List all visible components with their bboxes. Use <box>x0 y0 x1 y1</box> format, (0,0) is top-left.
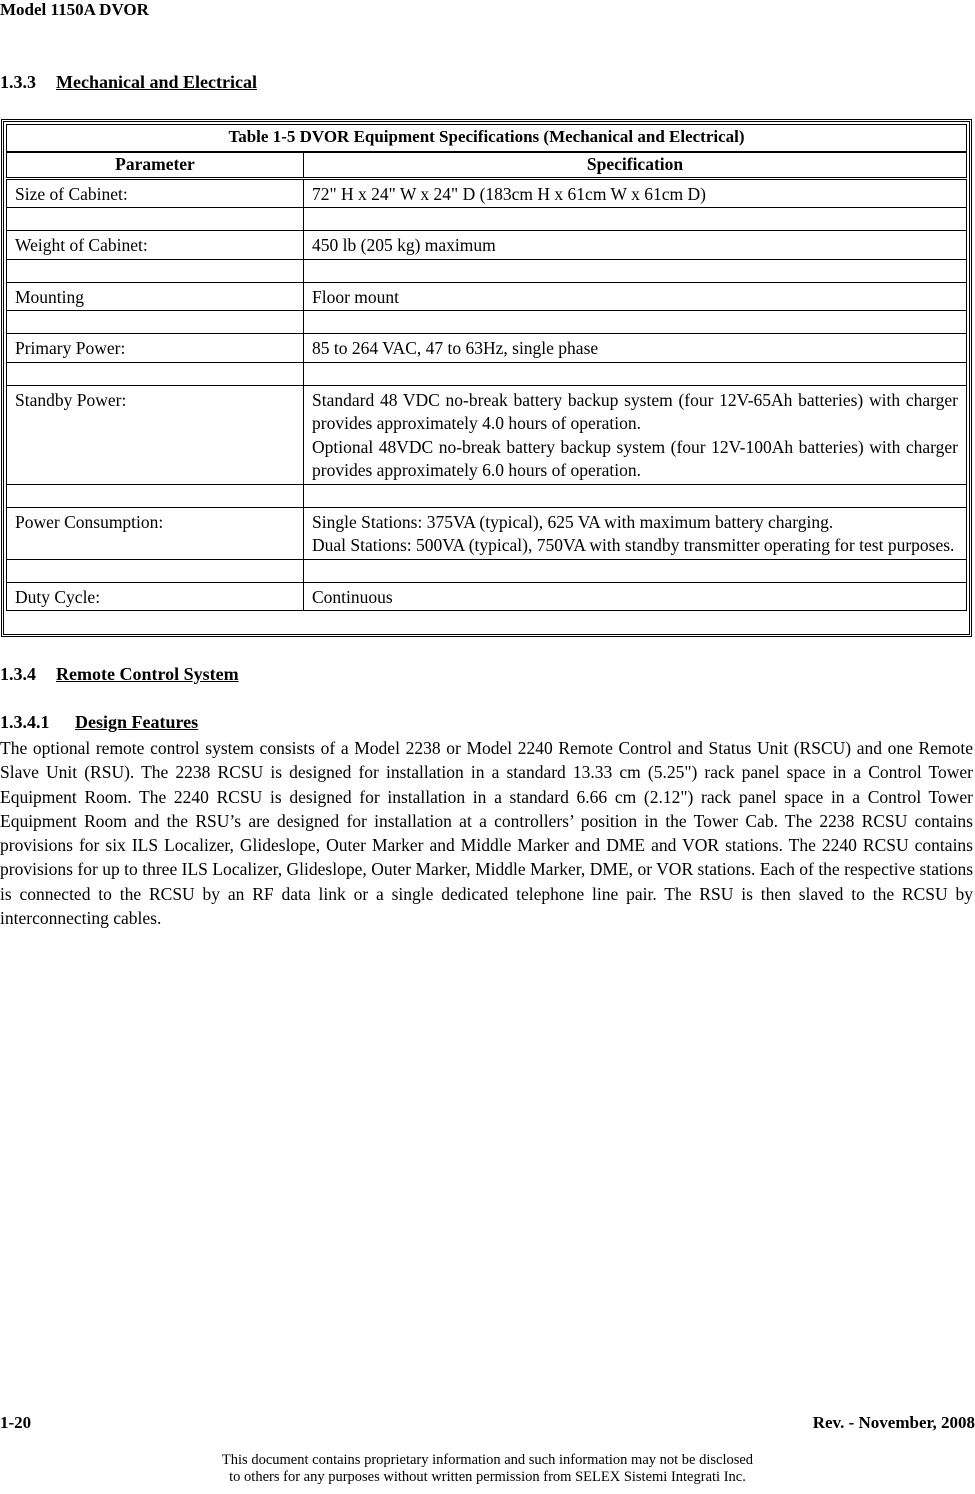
param-cell: Weight of Cabinet: <box>7 231 304 260</box>
spec-cell <box>304 231 967 260</box>
notice-line: This document contains proprietary information and such information may not be disclosed <box>221 1452 754 1468</box>
spec-cell <box>304 178 967 208</box>
section-heading-1-3-4-1 <box>0 712 198 733</box>
table-spacer-row <box>7 311 967 334</box>
param-cell: Size of Cabinet: <box>7 178 304 208</box>
page-number: 1-20 <box>0 1413 32 1432</box>
table-row <box>7 178 967 208</box>
section-number: 1.3.3 <box>0 72 36 92</box>
document-header-title: Model 1150A DVOR <box>0 0 149 19</box>
column-header-parameter: Parameter <box>7 152 304 178</box>
spec-table <box>6 124 967 611</box>
notice-line: to others for any purposes without written permission from SELEX Sistemi Integrati Inc. <box>229 1469 746 1485</box>
proprietary-notice <box>0 1452 975 1486</box>
param-cell: Standby Power: <box>7 385 304 484</box>
section-number: 1.3.4 <box>0 664 36 684</box>
table-spacer-row <box>7 208 967 231</box>
spec-text: Single Stations: 375VA (typical), 625 VA with maximum battery charging. <box>312 511 834 532</box>
table-spacer-row <box>7 259 967 282</box>
param-cell: Power Consumption: <box>7 507 304 559</box>
design-features-paragraph: The optional remote control system consists of a Model 2238 or Model 2240 Remote Control and Status Unit (RSCU) and one Remote Slave Unit (RSU). The 2238 RCSU is designed for installation in a standard 13.33 cm (5.25") rack panel space in a Control Tower Equipment Room. The 2240 RCSU is designed for installation in a standard 6.66 cm (2.12") rack panel space in a Control Tower Equipment Room and the RSU’s are designed for installation at a controllers’ position in the Tower Cab. The 2238 RCSU contains provisions for six ILS Localizer, Glideslope, Outer Marker and Middle Marker and DME and VOR stations. The 2240 RCSU contains provisions for up to three ILS Localizer, Glideslope, Outer Marker, Middle Marker, DME, or VOR stations. Each of the respective stations is connected to the RCSU by an RF data link or a single dedicated telephone line pair. The RSU is then slaved to the RCSU by interconnecting cables. <box>0 738 973 929</box>
section-heading-1-3-4 <box>0 664 239 685</box>
spec-text: 85 to 264 VAC, 47 to 63Hz, single phase <box>312 338 599 358</box>
column-header-specification: Specification <box>304 152 967 178</box>
table-row <box>7 334 967 363</box>
spec-cell <box>304 582 967 611</box>
param-cell: Mounting <box>7 282 304 311</box>
spec-text: Dual Stations: 500VA (typical), 750VA with standby transmitter operating for test purposes. <box>312 535 955 555</box>
spec-cell <box>304 507 967 559</box>
spec-text: Continuous <box>312 586 393 607</box>
table-spacer-row <box>7 559 967 582</box>
table-row <box>7 231 967 260</box>
spec-text: Standard 48 VDC no-break battery backup system (four 12V-65Ah batteries) with charger provides approximately 4.0 hours of operation. <box>312 389 958 433</box>
section-title: Mechanical and Electrical <box>56 72 257 92</box>
table-row <box>7 385 967 484</box>
section-heading-1-3-3 <box>0 72 257 93</box>
table-spacer-row <box>7 484 967 507</box>
table-spacer-row <box>7 362 967 385</box>
param-cell: Duty Cycle: <box>7 582 304 611</box>
table-row <box>7 507 967 559</box>
spec-cell <box>304 385 967 484</box>
table-header-row <box>7 152 967 178</box>
spec-text: Optional 48VDC no-break battery backup system (four 12V-100Ah batteries) with charger provides approximately 6.0 hours of operation. <box>312 436 958 480</box>
revision-date: Rev. - November, 2008 <box>812 1413 975 1432</box>
table-row <box>7 582 967 611</box>
section-title: Remote Control System <box>56 664 239 684</box>
table-row <box>7 282 967 311</box>
spec-cell <box>304 282 967 311</box>
spec-text: Floor mount <box>312 286 400 307</box>
section-number: 1.3.4.1 <box>0 712 50 732</box>
spec-table-frame <box>1 119 972 637</box>
spec-text: 72" H x 24" W x 24" D (183cm H x 61cm W x 61cm D) <box>312 183 706 204</box>
section-title: Design Features <box>75 712 199 732</box>
param-cell: Primary Power: <box>7 334 304 363</box>
table-caption: Table 1-5 DVOR Equipment Specifications (Mechanical and Electrical) <box>7 125 967 153</box>
spec-text: 450 lb (205 kg) maximum <box>312 235 496 255</box>
table-caption-row <box>7 125 967 153</box>
spec-cell <box>304 334 967 363</box>
